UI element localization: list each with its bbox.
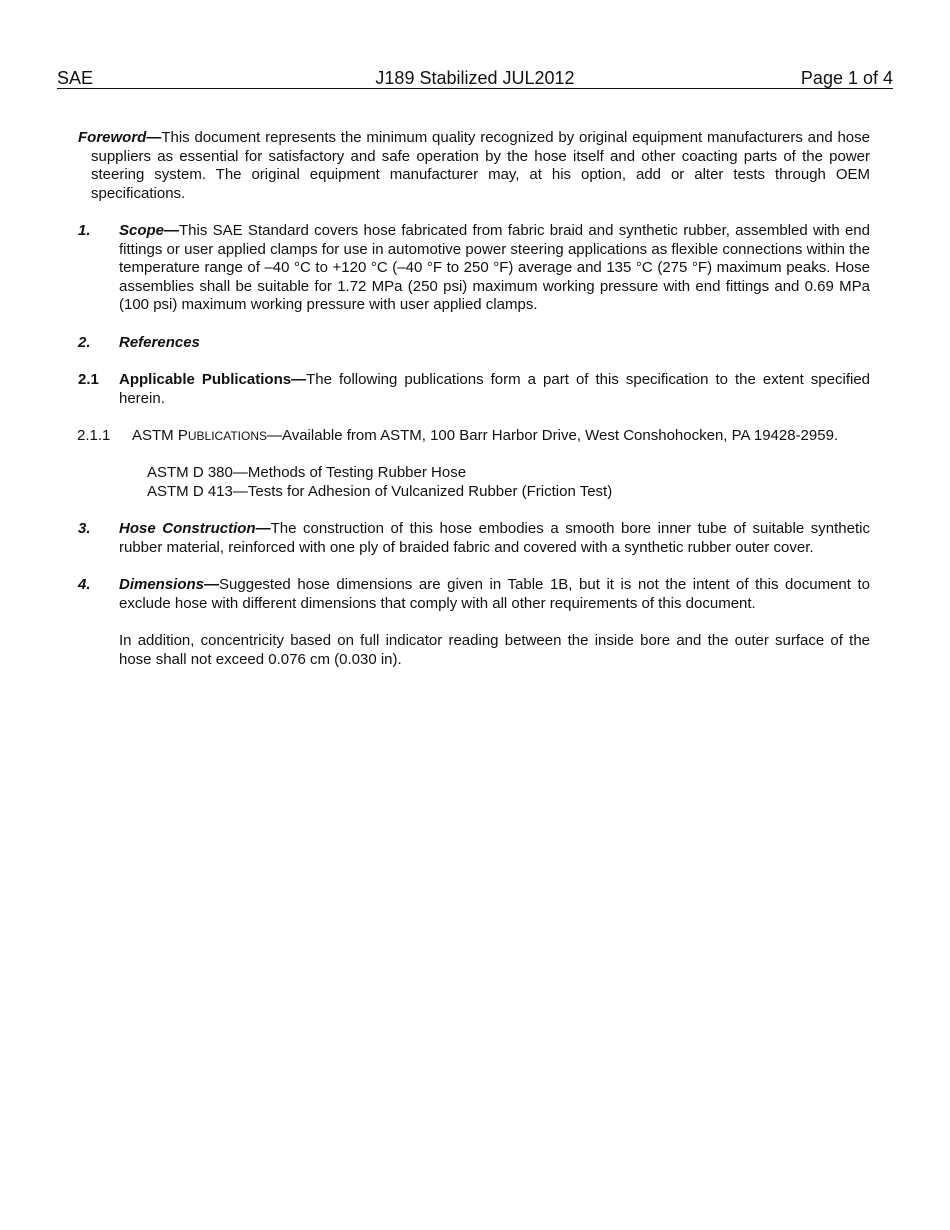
section-4-paragraph (119, 576, 870, 613)
section-4-dimensions (78, 576, 870, 613)
section-2-1-1-smallcaps-rest: UBLICATIONS (187, 429, 267, 443)
reference-list (147, 464, 847, 501)
section-4-paragraph-2: In addition, concentricity based on full indicator reading between the inside bore and the outer surface of the hose shall not exceed 0.076 cm (0.030 in). (119, 632, 870, 668)
section-2-1-1-text: —Available from ASTM, 100 Barr Harbor Drive, West Conshohocken, PA 19428-2959. (266, 427, 839, 444)
header-document-id: J189 Stabilized JUL2012 (375, 68, 575, 88)
section-3-hose-construction (78, 520, 870, 557)
section-2-1-applicable-publications (78, 371, 870, 408)
section-2-1-1-prefix: ASTM (132, 427, 178, 444)
section-3-text: The construction of this hose embodies a smooth bore inner tube of suitable synthetic rubber material, reinforced with one ply of braided fabric and covered with a synthetic rubber outer cover. (119, 520, 870, 556)
section-1-number: 1. (78, 222, 91, 239)
foreword-heading: Foreword— (78, 129, 162, 146)
reference-item: ASTM D 413—Tests for Adhesion of Vulcanized Rubber (Friction Test) (147, 482, 613, 500)
section-3-paragraph (119, 520, 870, 557)
header-page-number: Page 1 of 4 (800, 68, 893, 88)
section-2-1-text: The following publications form a part of this specification to the extent specified herein. (119, 371, 871, 407)
section-4-heading: Dimensions— (119, 576, 220, 593)
section-1-text: This SAE Standard covers hose fabricated from fabric braid and synthetic rubber, assembled with end fittings or user applied clamps for use in automotive power steering applications as flexible connections within the temperature range of –40 °C to +120 °C (–40 °F to 250 °F) average and 135 °C (275 °F) maximum peaks. Hose assemblies shall be suitable for 1.72 MPa (250 psi) maximum working pressure with end fittings and 0.69 MPa (100 psi) maximum working pressure with user applied clamps. (119, 222, 870, 314)
section-2-1-paragraph (119, 371, 870, 408)
section-2-references (78, 334, 870, 353)
reference-item: ASTM D 380—Methods of Testing Rubber Hose (147, 464, 467, 481)
section-4-number: 4. (78, 576, 91, 593)
section-1-heading: Scope— (119, 222, 180, 239)
header-org: SAE (57, 68, 94, 88)
section-2-number: 2. (78, 334, 91, 351)
section-2-1-1-smallcaps-initial: P (177, 427, 188, 444)
page-header (57, 68, 893, 89)
section-4-text: Suggested hose dimensions are given in Table 1B, but it is not the intent of this document to exclude hose with different dimensions that comply with all other requirements of this document. (119, 576, 870, 612)
section-2-1-1-astm-publications (77, 427, 877, 446)
foreword (78, 129, 870, 203)
section-3-heading: Hose Construction— (119, 520, 271, 537)
foreword-paragraph (78, 129, 870, 203)
section-1-scope (78, 222, 870, 315)
section-4-concentricity (78, 632, 870, 669)
section-2-1-1-number: 2.1.1 (77, 427, 111, 444)
section-2-1-number: 2.1 (78, 371, 99, 388)
foreword-text: This document represents the minimum quality recognized by original equipment manufacturers and hose suppliers as essential for satisfactory and safe operation by the hose itself and other coacting parts of the power steering system. The original equipment manufacturer may, at his option, add or alter tests through OEM specifications. (91, 129, 870, 202)
section-2-1-1-paragraph (132, 427, 877, 446)
section-2-1-heading: Applicable Publications— (119, 371, 307, 388)
section-3-number: 3. (78, 520, 91, 537)
section-2-heading: References (119, 334, 200, 351)
section-1-paragraph (119, 222, 870, 315)
